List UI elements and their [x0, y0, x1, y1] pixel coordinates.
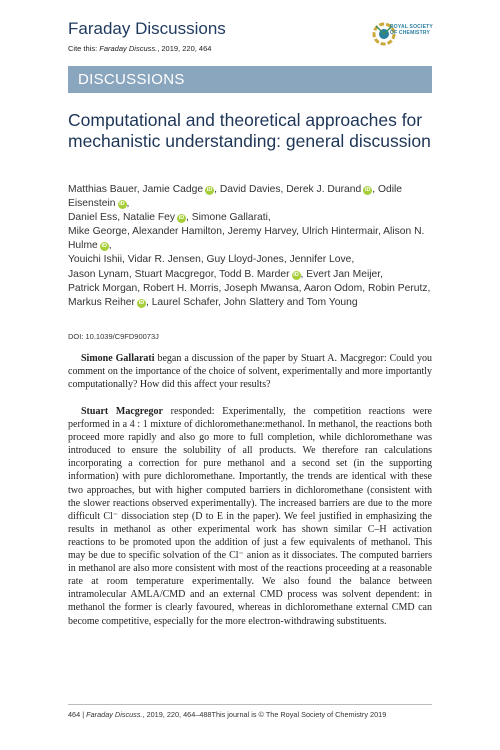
author-name: Guy Lloyd-Jones [206, 254, 284, 266]
doi: DOI: 10.1039/C9FD90073J [68, 332, 159, 341]
discussion-paragraph [68, 352, 432, 391]
author-name: Aaron Odom [303, 282, 363, 294]
footer-copyright: This journal is © The Royal Society of Chemistry 2019 [211, 710, 387, 719]
cite-rest: , 2019, 220, 464 [157, 44, 212, 53]
author-name: Jennifer Love [289, 254, 352, 266]
author-name: Jamie Cadge [142, 184, 204, 195]
author-name: Todd B. Marder [219, 268, 290, 280]
footer-cite: , 2019, 220, 464–488 [142, 710, 212, 719]
author-name: Stuart Macgregor [134, 268, 214, 280]
author-name: Daniel Ess [68, 212, 118, 224]
orcid-icon[interactable]: iD [293, 271, 299, 278]
author-name: Ulrich Hintermair [301, 226, 379, 238]
cite-prefix: Cite this: [68, 44, 100, 53]
author-name: Jason Lynam [68, 268, 129, 280]
author-name: Mike George [68, 226, 127, 238]
paragraph-text: began a discussion of the paper by Stuart A. Macgregor: Could you comment on the importance of the choice of solvent, experimentally and more importantly computationally? How did this affect your results? [68, 353, 433, 391]
journal-name: Faraday Discussions [68, 19, 226, 38]
orcid-icon[interactable]: iD [138, 299, 145, 306]
orcid-icon[interactable]: iD [119, 201, 125, 208]
footer-journal: Faraday Discuss. [86, 710, 143, 719]
author-name: Alexander Hamilton [132, 226, 222, 238]
speaker-name: Simone Gallarati [81, 353, 155, 364]
page-footer: 464 | Faraday Discuss., 2019, 220, 464–488This journal is © The Royal Society of Chemistry 2019 [68, 710, 387, 719]
orcid-icon[interactable]: iD [101, 243, 108, 250]
author-name: Derek J. Durand [286, 184, 362, 195]
author-name: Jeremy Harvey [227, 226, 297, 238]
speaker-name: Stuart Macgregor [81, 406, 163, 417]
author-name: Evert Jan Meijer [306, 268, 381, 280]
author-name: Patrick Morgan [68, 282, 138, 294]
author-name: Tom Young [306, 296, 358, 308]
author-name: John Slattery [223, 296, 284, 308]
discussion-paragraph [68, 405, 432, 628]
footer-divider [68, 704, 432, 705]
author-name: Simone Gallarati [191, 212, 268, 224]
orcid-icon[interactable]: iD [206, 187, 213, 193]
article-title: Computational and theoretical approaches for mechanistic understanding: general discussion [68, 110, 431, 151]
author-name: Youichi Ishii [68, 254, 122, 266]
author-name: Robert H. Morris [142, 282, 219, 294]
author-name: Matthias Bauer [68, 184, 137, 195]
orcid-icon[interactable]: iD [364, 187, 371, 193]
author-name: Odile Eisenstein [68, 184, 402, 210]
author-name: Vidar R. Jensen [127, 254, 201, 266]
section-banner [68, 66, 432, 93]
author-name: Robin Perutz [367, 282, 428, 294]
author-list: Matthias Bauer, Jamie Cadge iD , David Davies, Derek J. Durand iD , Odile Eisenstein iD , Daniel Ess, Natalie Fey iD , Simone Gallarati, Mike George, Alexander Hamilton, Jeremy Harvey, Ulrich Hintermair, Alison N. Hulme iD , Youichi Ishii, Vidar R. Jensen, Guy Lloyd-Jones, Jennifer Love, Jason Lynam, Stuart Macgregor, Todd B. Marder iD , Evert Jan Meijer, Patrick Morgan, Robert H. Morris, Joseph Mwansa, Aaron Odom, Robin Perutz, Markus Reiher iD , Laurel Schafer, John Slattery and Tom Young [68, 184, 431, 308]
section-banner-label: DISCUSSIONS [78, 71, 185, 88]
author-name: Laurel Schafer [151, 296, 219, 308]
author-name: Alison N. Hulme [68, 226, 425, 252]
paragraph-text: responded: Experimentally, the competition reactions were performed in a 4 : 1 mixture of dichloromethane:methanol. In methanol, the reactions both proceed more rapidly and also go more to full completion, while dichloromethane was introduced to ensure the solubility of all products. We therefore ran calculations incorporating a correction for pure methanol and a second set (in the supporting information) with pure dichloromethane. Importantly, the trends are identical with these two approaches, but with higher computed barriers in dichloromethane (consistent with the slower reactions observed experimentally). The increased barriers are due to the more difficult Cl⁻ dissociation step (D to E in the paper). We feel justified in emphasizing the results in methanol as other experimental work has shown similar C–H activation reactions to be promoted upon the addition of just a few equivalents of methanol. This may be due to specific solvation of the Cl⁻ anion as it dissociates. The computed barriers in methanol are also more consistent with most of the reactions proceeding at a reasonable rate at room temperature experimentally. We also found the balance between intramolecular AMLA/CMD and an external CMD process was solvent dependent: in methanol the former is clearly favoured, whereas in dichloromethane external CMD can become competitive, especially for the more electron-withdrawing substituents. [68, 406, 432, 627]
orcid-icon[interactable]: iD [178, 215, 185, 222]
cite-line [68, 44, 211, 53]
author-name: David Davies [219, 184, 281, 195]
author-name: Markus Reiher [68, 296, 135, 308]
publisher-logo-text: ROYAL SOCIETY OF CHEMISTRY [390, 24, 433, 36]
author-name: Natalie Fey [122, 212, 176, 224]
cite-journal: Faraday Discuss. [99, 44, 158, 53]
author-name: Joseph Mwansa [224, 282, 299, 294]
page-number: 464 [68, 710, 81, 719]
